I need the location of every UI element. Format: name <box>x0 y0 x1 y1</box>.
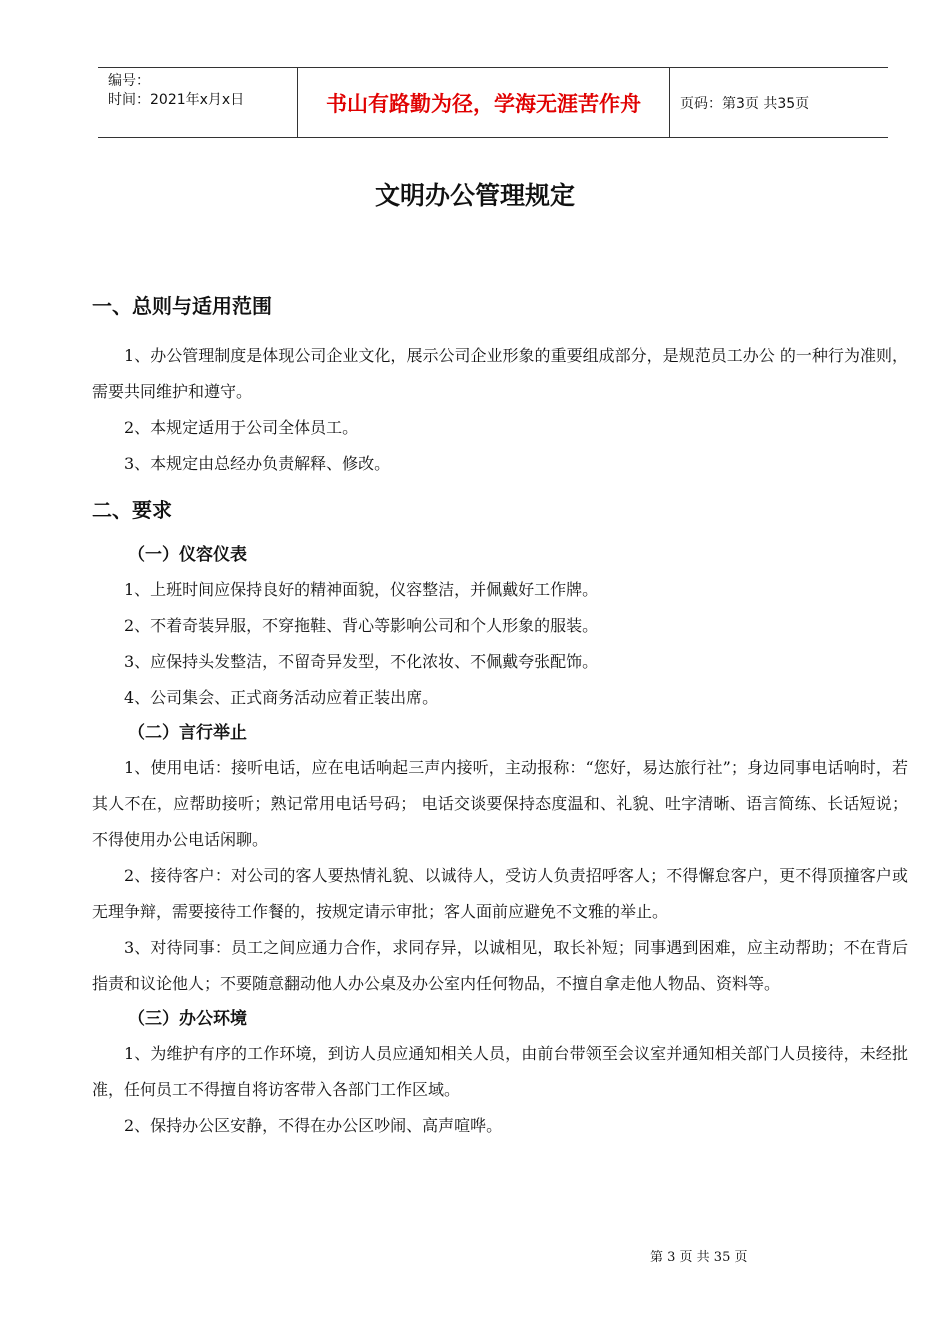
paragraph: 4、公司集会、正式商务活动应着正装出席。 <box>124 688 439 707</box>
paragraph: 2、本规定适用于公司全体员工。 <box>124 418 359 437</box>
subsection-heading-appearance: （一）仪容仪表 <box>128 545 247 565</box>
paragraph: 3、应保持头发整洁，不留奇异发型，不化浓妆、不佩戴夸张配饰。 <box>124 652 599 671</box>
header-motto-cell <box>298 68 670 137</box>
paragraph: 1、上班时间应保持良好的精神面貌，仪容整洁，并佩戴好工作牌。 <box>124 580 599 599</box>
page-header <box>98 67 888 138</box>
paragraph: 2、接待客户：对公司的客人要热情礼貌、以诚待人，受访人负责招呼客人；不得懈怠客户，更不得顶撞客户或无理争辩，需要接待工作餐的，按规定请示审批；客人面前应避免不文雅的举止。 <box>92 866 908 921</box>
time-label: 时间：2021年x月x日 <box>108 92 245 108</box>
page-footer: 第 3 页 共 35 页 <box>650 1250 748 1265</box>
section-heading-general: 一、总则与适用范围 <box>92 294 272 318</box>
motto-text: 书山有路勤为径，学海无涯苦作舟 <box>326 91 641 116</box>
subsection-heading-environment: （三）办公环境 <box>128 1009 247 1029</box>
paragraph: 1、使用电话：接听电话，应在电话响起三声内接听，主动报称：“您好，易达旅行社”；身边同事电话响时，若其人不在，应帮助接听；熟记常用电话号码； 电话交谈要保持态度温和、礼貌、吐字清晰、语言简练、长话短说；不得使用办公电话闲聊。 <box>92 758 908 849</box>
paragraph: 1、办公管理制度是体现公司企业文化，展示公司企业形象的重要组成部分，是规范员工办公 的一种行为准则，需要共同维护和遵守。 <box>92 346 908 401</box>
paragraph: 1、为维护有序的工作环境，到访人员应通知相关人员，由前台带领至会议室并通知相关部门人员接待，未经批准，任何员工不得擅自将访客带入各部门工作区域。 <box>92 1044 908 1099</box>
paragraph: 2、保持办公区安静，不得在办公区吵闹、高声喧哗。 <box>124 1116 503 1135</box>
page-label: 页码：第3页 共35页 <box>680 95 810 112</box>
section-heading-requirements: 二、要求 <box>92 498 172 522</box>
document-body <box>92 288 908 1144</box>
paragraph: 3、本规定由总经办负责解释、修改。 <box>124 454 391 473</box>
code-label: 编号： <box>108 73 150 89</box>
document-title: 文明办公管理规定 <box>374 181 575 210</box>
header-info-cell <box>98 68 298 137</box>
paragraph: 3、对待同事：员工之间应通力合作，求同存异，以诚相见，取长补短；同事遇到困难，应主动帮助；不在背后指责和议论他人；不要随意翻动他人办公桌及办公室内任何物品，不擅自拿走他人物品、资料等。 <box>92 938 908 993</box>
header-page-cell <box>670 68 888 137</box>
paragraph: 2、不着奇装异服，不穿拖鞋、背心等影响公司和个人形象的服装。 <box>124 616 599 635</box>
subsection-heading-conduct: （二）言行举止 <box>128 723 247 743</box>
